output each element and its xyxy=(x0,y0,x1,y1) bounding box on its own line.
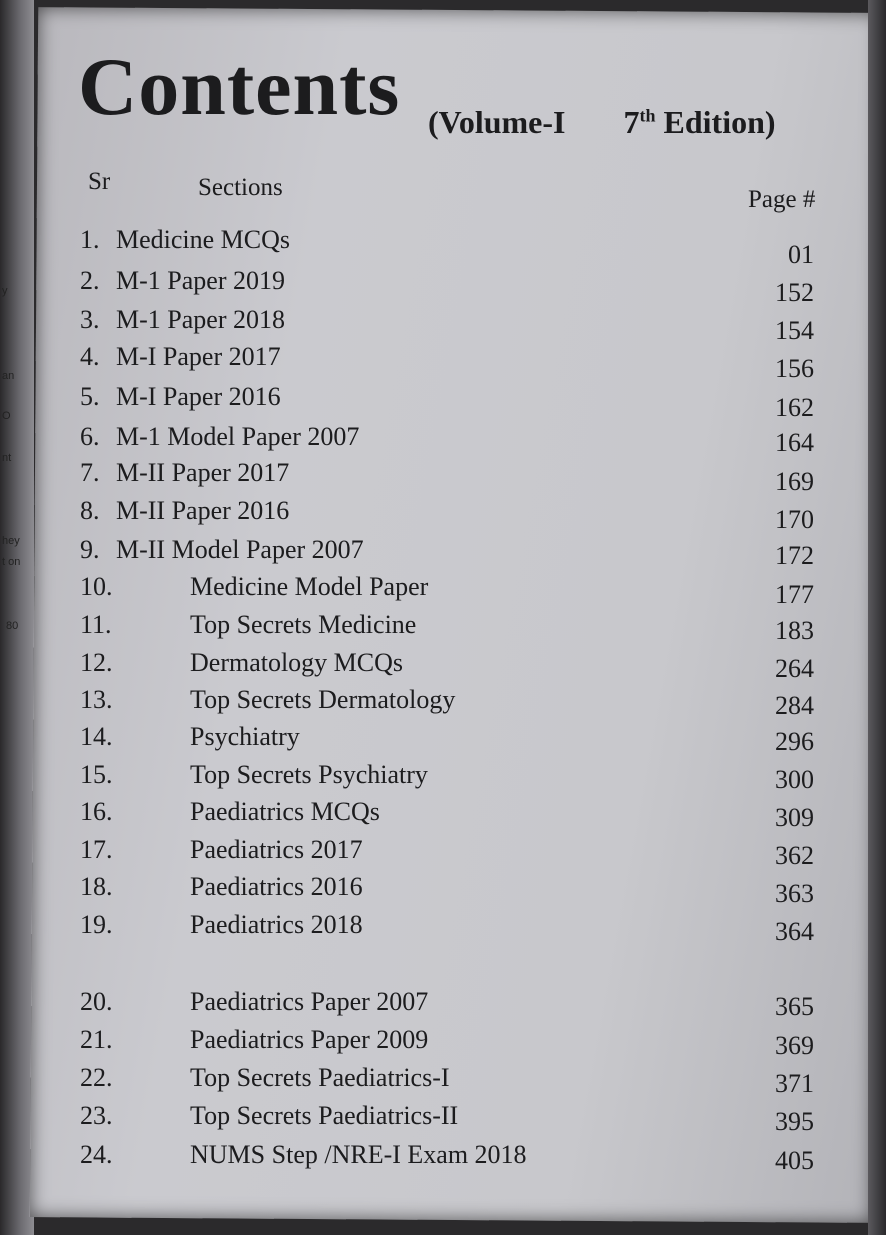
entry-section-name: M-II Paper 2017 xyxy=(116,458,290,487)
toc-entry xyxy=(0,987,886,1023)
volume-label: (Volume-I xyxy=(428,104,566,140)
toc-entry xyxy=(0,458,886,494)
entry-number: 22. xyxy=(80,1063,113,1092)
entry-page-number: 154 xyxy=(775,316,814,345)
toc-entry xyxy=(0,535,886,571)
entry-page-number: 162 xyxy=(775,393,814,422)
entry-page-number: 395 xyxy=(775,1107,814,1136)
entry-number: 21. xyxy=(80,1025,113,1054)
entry-number: 19. xyxy=(80,910,113,939)
entry-number: 7. xyxy=(80,458,100,487)
entry-number: 23. xyxy=(80,1101,113,1130)
edition-suffix: th xyxy=(639,105,656,126)
margin-fragment: y xyxy=(2,285,8,297)
page-title: Contents xyxy=(78,41,401,132)
entry-page-number: 284 xyxy=(775,691,814,720)
toc-entry xyxy=(0,610,886,646)
toc-entry xyxy=(0,422,886,458)
entry-section-name: M-II Model Paper 2007 xyxy=(116,535,364,564)
entry-section-name: M-II Paper 2016 xyxy=(116,496,290,525)
entry-section-name: Dermatology MCQs xyxy=(190,648,404,677)
edition-label: Edition) xyxy=(663,104,776,140)
toc-entry xyxy=(0,496,886,532)
entry-number: 18. xyxy=(80,872,113,901)
entry-page-number: 156 xyxy=(775,354,814,383)
toc-entry xyxy=(0,685,886,721)
entry-page-number: 164 xyxy=(775,428,814,457)
entry-section-name: Paediatrics MCQs xyxy=(190,797,380,826)
entry-section-name: Paediatrics 2018 xyxy=(190,910,363,939)
toc-entry xyxy=(0,305,886,345)
entry-page-number: 169 xyxy=(775,467,814,496)
margin-fragment: t on xyxy=(2,556,21,568)
toc-entry xyxy=(0,722,886,758)
entry-number: 17. xyxy=(80,835,113,864)
entry-page-number: 172 xyxy=(775,541,814,570)
entry-number: 3. xyxy=(80,305,100,334)
entry-number: 10. xyxy=(80,572,113,601)
margin-fragment: O xyxy=(2,410,11,422)
toc-entry xyxy=(0,342,886,383)
toc-entry xyxy=(0,1140,886,1176)
entry-page-number: 309 xyxy=(775,803,814,832)
entry-page-number: 362 xyxy=(775,841,814,870)
entry-section-name: Medicine Model Paper xyxy=(190,572,429,601)
entry-number: 24. xyxy=(80,1140,113,1169)
toc-entry xyxy=(0,648,886,684)
edition-number: 7 xyxy=(623,104,640,140)
entry-section-name: M-1 Paper 2019 xyxy=(116,266,285,295)
entry-number: 2. xyxy=(80,266,100,295)
toc-entry xyxy=(0,1063,886,1099)
toc-entry xyxy=(0,1101,886,1137)
entry-page-number: 369 xyxy=(775,1031,814,1060)
toc-entry xyxy=(0,760,886,796)
toc-entry xyxy=(0,872,886,908)
entry-section-name: M-I Paper 2016 xyxy=(116,382,281,411)
margin-fragment: an xyxy=(2,370,15,382)
entry-section-name: Psychiatry xyxy=(190,722,300,751)
entry-section-name: NUMS Step /NRE-I Exam 2018 xyxy=(190,1140,527,1169)
margin-fragment: 80 xyxy=(6,620,19,632)
entry-number: 15. xyxy=(80,760,113,789)
toc-entry xyxy=(0,910,886,946)
volume-edition-subtitle xyxy=(428,104,776,141)
entry-section-name: Paediatrics Paper 2009 xyxy=(190,1025,429,1054)
column-header-page: Page # xyxy=(748,186,816,213)
entry-page-number: 177 xyxy=(775,580,814,609)
toc-entry xyxy=(0,1025,886,1061)
entry-page-number: 363 xyxy=(775,879,814,908)
entry-number: 1. xyxy=(80,225,100,254)
entry-section-name: M-I Paper 2017 xyxy=(116,342,281,371)
entry-number: 9. xyxy=(80,535,100,564)
entry-page-number: 300 xyxy=(775,765,814,794)
entry-page-number: 183 xyxy=(775,616,814,645)
entry-number: 16. xyxy=(80,797,113,826)
entry-number: 20. xyxy=(80,987,113,1016)
margin-fragment: hey xyxy=(2,535,20,547)
entry-section-name: M-1 Paper 2018 xyxy=(116,305,285,334)
toc-entry xyxy=(0,572,886,608)
entry-number: 8. xyxy=(80,496,100,525)
entry-number: 13. xyxy=(80,685,113,714)
entry-number: 5. xyxy=(80,382,100,411)
margin-fragment: nt xyxy=(2,452,12,464)
entry-section-name: Paediatrics Paper 2007 xyxy=(190,987,429,1016)
entry-number: 14. xyxy=(80,722,113,751)
entry-number: 12. xyxy=(80,648,113,677)
entry-section-name: Medicine MCQs xyxy=(116,225,291,254)
entry-page-number: 371 xyxy=(775,1069,814,1098)
entry-section-name: M-1 Model Paper 2007 xyxy=(116,422,360,451)
entry-section-name: Top Secrets Paediatrics-II xyxy=(190,1101,459,1130)
entry-section-name: Top Secrets Dermatology xyxy=(190,685,456,714)
entry-section-name: Paediatrics 2017 xyxy=(190,835,363,864)
entry-page-number: 152 xyxy=(775,278,814,307)
entry-page-number: 264 xyxy=(775,654,814,683)
entry-page-number: 365 xyxy=(775,992,814,1021)
entry-page-number: 364 xyxy=(775,917,814,946)
entry-page-number: 170 xyxy=(775,505,814,534)
entry-section-name: Top Secrets Psychiatry xyxy=(190,760,428,789)
toc-entry xyxy=(0,797,886,833)
entry-number: 4. xyxy=(80,342,100,371)
toc-entry xyxy=(0,382,886,422)
entry-section-name: Top Secrets Paediatrics-I xyxy=(190,1063,450,1092)
toc-entry xyxy=(0,225,886,269)
toc-entry xyxy=(0,266,886,307)
toc-entry xyxy=(0,835,886,871)
entry-page-number: 296 xyxy=(775,727,814,756)
entry-page-number: 405 xyxy=(775,1146,814,1175)
entry-section-name: Paediatrics 2016 xyxy=(190,872,363,901)
entry-number: 11. xyxy=(80,610,112,639)
entry-page-number: 01 xyxy=(788,240,814,269)
column-header-sections: Sections xyxy=(198,174,283,201)
entry-section-name: Top Secrets Medicine xyxy=(190,610,417,639)
entry-number: 6. xyxy=(80,422,100,451)
column-header-sr: Sr xyxy=(88,168,111,195)
